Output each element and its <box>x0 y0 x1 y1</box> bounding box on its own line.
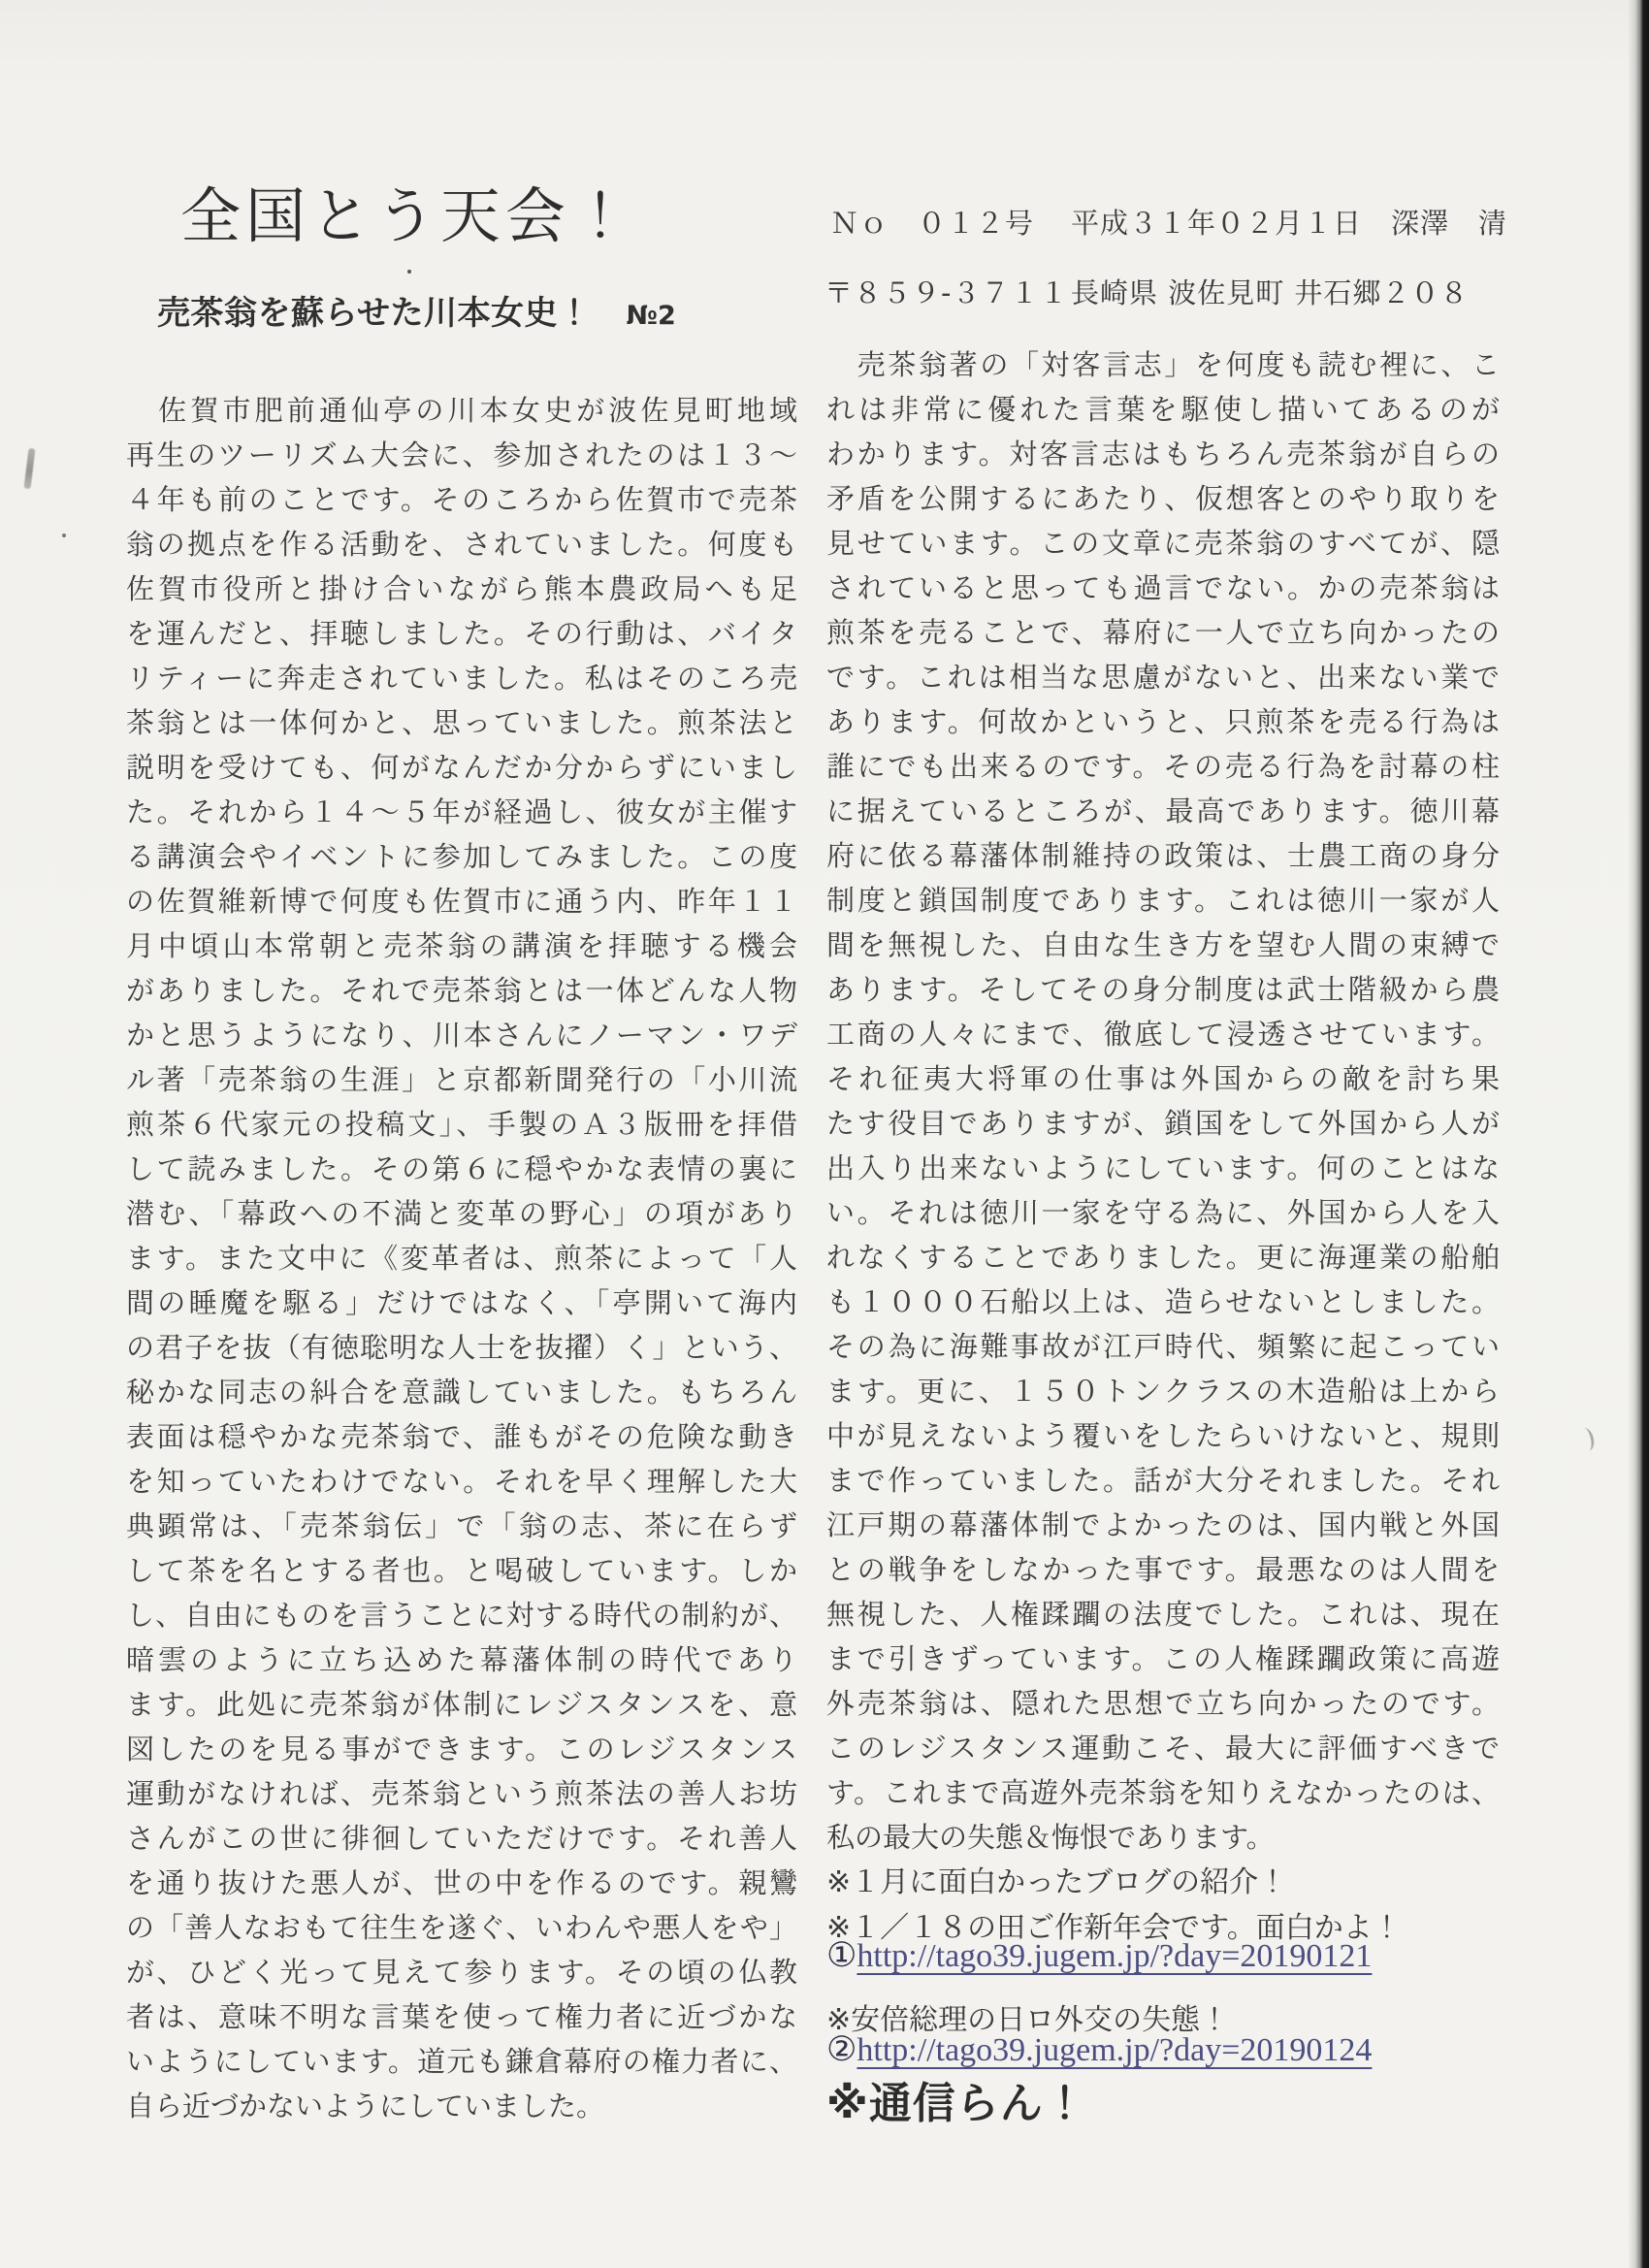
text-line: ます。また文中に《変革者は、煎茶によって「人 <box>126 1242 797 1275</box>
date-and-author: 平成３１年０２月１日 深澤 清 <box>1071 207 1508 240</box>
newsletter-number: Ｎｏ ０１２号 <box>830 207 1035 240</box>
text-line: の君子を抜（有徳聡明な人士を抜擢）く」という、 <box>126 1331 797 1364</box>
text-line: ます。此処に売茶翁が体制にレジスタンスを、意 <box>126 1688 797 1721</box>
blog-link-line-2 <box>826 2030 1372 2069</box>
text-line: いようにしています。道元も鎌倉幕府の権力者に、 <box>126 2045 797 2078</box>
note-blog-intro: ※１月に面白かったブログの紹介！ <box>826 1865 1288 1899</box>
text-line: ４年も前のことです。そのころから佐賀市で売茶 <box>126 483 797 516</box>
text-line: に据えているところが、最高であります。徳川幕 <box>826 794 1500 827</box>
text-line: 図したのを見る事ができます。このレジスタンス <box>126 1733 797 1766</box>
text-line: れは非常に優れた言葉を駆使し描いてあるのが <box>826 393 1500 426</box>
address: 長崎県 波佐見町 井石郷２０８ <box>1071 276 1470 309</box>
text-line: が、ひどく光って見えて参ります。その頃の仏教 <box>126 1956 797 1989</box>
text-line: を運んだと、拝聴しました。その行動は、バイタ <box>126 617 797 650</box>
text-line: 佐賀市役所と掛け合いながら熊本農政局へも足 <box>126 572 797 605</box>
text-line: 煎茶を売ることで、幕府に一人で立ち向かったの <box>826 616 1500 649</box>
page-subtitle: 売茶翁を蘇らせた川本女史！ <box>157 294 592 333</box>
scan-speck <box>62 534 66 537</box>
text-line: れなくすることでありました。更に海運業の船舶 <box>826 1241 1500 1274</box>
text-line: です。これは相当な思慮がないと、出来ない業で <box>826 661 1500 694</box>
text-line: の佐賀維新博で何度も佐賀市に通う内、昨年１１ <box>126 885 797 918</box>
text-line: 外売茶翁は、隠れた思想で立ち向かったのです。 <box>826 1687 1500 1720</box>
text-line: かと思うようになり、川本さんにノーマン・ワデ <box>126 1019 797 1052</box>
text-line: る講演会やイベントに参加してみました。この度 <box>126 840 797 873</box>
circled-number-1: ① <box>826 1936 857 1974</box>
text-line: 工商の人々にまで、徹底して浸透させています。 <box>826 1018 1500 1051</box>
text-line: 見せています。この文章に売茶翁のすべてが、隠 <box>826 527 1500 560</box>
blog-link-2-url[interactable]: http://tago39.jugem.jp/?day=20190124 <box>857 2032 1373 2068</box>
right-text-column <box>826 342 1500 1860</box>
text-line: 私の最大の失態＆悔恨であります。 <box>826 1821 1275 1854</box>
scan-speck <box>407 270 411 274</box>
text-line: さんがこの世に徘徊していただけです。それ善人 <box>126 1822 797 1855</box>
text-line: このレジスタンス運動こそ、最大に評価すべきで <box>826 1732 1500 1765</box>
text-line: 売茶翁著の「対客言志」を何度も読む裡に、こ <box>826 348 1500 381</box>
text-line: た。それから１４〜５年が経過し、彼女が主催す <box>126 795 797 828</box>
text-line: 表面は穏やかな売茶翁で、誰もがその危険な動き <box>126 1420 797 1453</box>
note-tsushin-column: ※通信らん！ <box>826 2079 1087 2128</box>
text-line: 再生のツーリズム大会に、参加されたのは１３〜 <box>126 438 797 471</box>
text-line: その為に海難事故が江戸時代、頻繁に起こってい <box>826 1330 1500 1363</box>
text-line: ます。更に、１５０トンクラスの木造船は上から <box>826 1375 1500 1408</box>
postal-code: 〒８５９-３７１１ <box>824 276 1069 309</box>
text-line: わかります。対客言志はもちろん売茶翁が自らの <box>826 437 1500 470</box>
text-line: 月中頃山本常朝と売茶翁の講演を拝聴する機会 <box>126 929 797 962</box>
text-line: を通り抜けた悪人が、世の中を作るのです。親鸞 <box>126 1866 797 1899</box>
text-line: まで引きずっています。この人権蹂躙政策に高遊 <box>826 1642 1500 1675</box>
text-line: との戦争をしなかった事です。最悪なのは人間を <box>826 1553 1500 1586</box>
text-line: 出入り出来ないようにしています。何のことはな <box>826 1151 1500 1184</box>
text-line: ル著「売茶翁の生涯」と京都新聞発行の「小川流 <box>126 1063 797 1096</box>
text-line: あります。何故かというと、只煎茶を売る行為は <box>826 705 1500 738</box>
text-line: 佐賀市肥前通仙亭の川本女史が波佐見町地域 <box>126 394 797 427</box>
scan-squiggle-mark <box>1577 1427 1596 1452</box>
text-line: の「善人なおもて往生を遂ぐ、いわんや悪人をや」 <box>126 1911 797 1944</box>
blog-link-line-1 <box>826 1936 1372 1975</box>
text-line: 説明を受けても、何がなんだか分からずにいまし <box>126 751 797 784</box>
text-line: まで作っていました。話が大分それました。それ <box>826 1464 1500 1497</box>
text-line: 秘かな同志の糾合を意識していました。もちろん <box>126 1376 797 1409</box>
text-line: 間を無視した、自由な生き方を望む人間の束縛で <box>826 928 1500 961</box>
text-line: も１０００石船以上は、造らせないとしました。 <box>826 1285 1500 1318</box>
text-line: 者は、意味不明な言葉を使って権力者に近づかな <box>126 2000 797 2033</box>
text-line: 制度と鎖国制度であります。これは徳川一家が人 <box>826 884 1500 917</box>
text-line: あります。そしてその身分制度は武士階級から農 <box>826 973 1500 1006</box>
subtitle-row <box>157 286 676 334</box>
page-title: 全国とう天会！ <box>180 180 636 251</box>
text-line: 運動がなければ、売茶翁という煎茶法の善人お坊 <box>126 1777 797 1810</box>
text-line: 矛盾を公開するにあたり、仮想客とのやり取りを <box>826 482 1500 515</box>
note-abe-diplomacy: ※安倍総理の日ロ外交の失態！ <box>826 2003 1230 2037</box>
circled-number-2: ② <box>826 2030 857 2068</box>
text-line: す。これまで高遊外売茶翁を知りえなかったのは、 <box>826 1776 1500 1809</box>
text-line: い。それは徳川一家を守る為に、外国から人を入 <box>826 1196 1500 1229</box>
scan-edge-shadow <box>1628 0 1649 2268</box>
text-line: リティーに奔走されていました。私はそのころ売 <box>126 662 797 695</box>
text-line: がありました。それで売茶翁とは一体どんな人物 <box>126 974 797 1007</box>
note-newyear-party: ※１／１８の田ご作新年会です。面白かよ！ <box>826 1911 1402 1945</box>
text-line: たす役目でありますが、鎖国をして外国から人が <box>826 1107 1500 1140</box>
text-line: されていると思っても過言でない。かの売茶翁は <box>826 571 1500 604</box>
text-line: を知っていたわけでない。それを早く理解した大 <box>126 1465 797 1498</box>
text-line: 江戸期の幕藩体制でよかったのは、国内戦と外国 <box>826 1508 1500 1541</box>
text-line: 暗雲のように立ち込めた幕藩体制の時代であり <box>126 1643 797 1676</box>
text-line: 無視した、人権蹂躙の法度でした。これは、現在 <box>826 1598 1500 1631</box>
text-line: して読みました。その第６に穏やかな表情の裏に <box>126 1152 797 1185</box>
blog-link-1-url[interactable]: http://tago39.jugem.jp/?day=20190121 <box>857 1938 1373 1974</box>
text-line: 茶翁とは一体何かと、思っていました。煎茶法と <box>126 706 797 739</box>
text-line: 自ら近づかないようにしていました。 <box>126 2090 605 2122</box>
scan-smudge-mark <box>23 448 35 490</box>
text-line: 典顕常は、「売茶翁伝」で「翁の志、茶に在らず <box>126 1509 797 1542</box>
text-line: 潜む、「幕政への不満と変革の野心」の項があり <box>126 1197 797 1230</box>
issue-number-badge: №2 <box>626 301 676 331</box>
text-line: 翁の拠点を作る活動を、されていました。何度も <box>126 528 797 561</box>
left-text-column <box>126 388 797 2128</box>
text-line: それ征夷大将軍の仕事は外国からの敵を討ち果 <box>826 1062 1500 1095</box>
text-line: 中が見えないよう覆いをしたらいけないと、規則 <box>826 1419 1500 1452</box>
text-line: 誰にでも出来るのです。その売る行為を討幕の柱 <box>826 750 1500 783</box>
text-line: して茶を名とする者也。と喝破しています。しか <box>126 1554 797 1587</box>
text-line: 府に依る幕藩体制維持の政策は、士農工商の身分 <box>826 839 1500 872</box>
text-line: 間の睡魔を駆る」だけではなく、「亭開いて海内 <box>126 1286 797 1319</box>
text-line: 煎茶６代家元の投稿文」、手製のＡ３版冊を拝借 <box>126 1108 797 1141</box>
text-line: し、自由にものを言うことに対する時代の制約が、 <box>126 1599 797 1632</box>
